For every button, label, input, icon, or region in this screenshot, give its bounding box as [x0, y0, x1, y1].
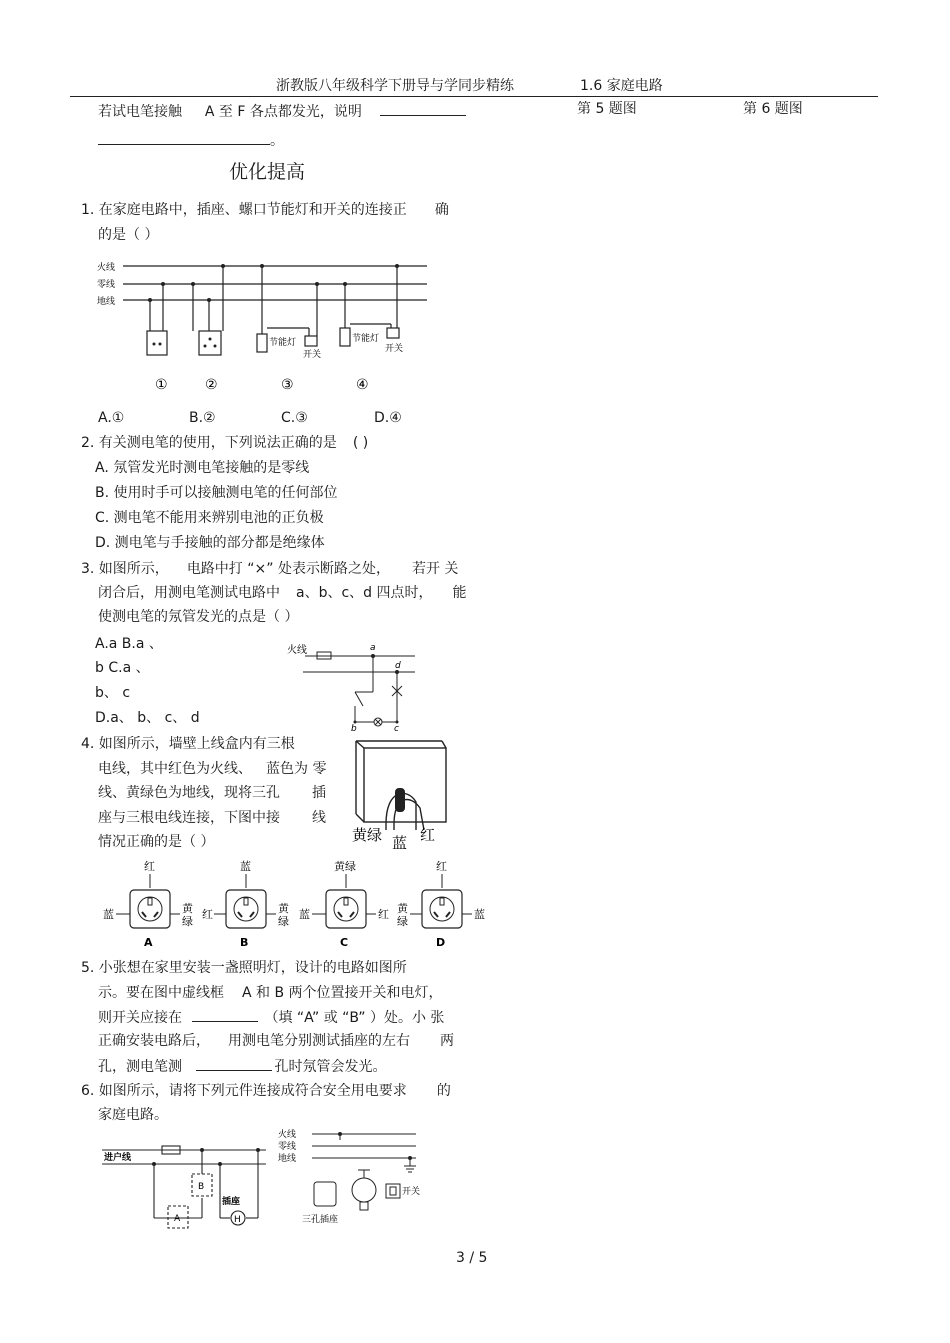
carryover-text-a: 若试电笔接触 [98, 104, 182, 120]
q5-circuit-figure [98, 1138, 268, 1230]
wire-bundle [395, 788, 405, 812]
q1-num1: ① [155, 377, 168, 393]
q5-text: 两 [440, 1033, 454, 1049]
socket-a-right-2: 绿 [182, 915, 193, 928]
header-rule [70, 96, 878, 97]
q4-line4 [98, 808, 326, 828]
q4-sockets-figure [100, 856, 488, 952]
q5-text: （填 “A” 或 “B” ）处。小 张 [264, 1010, 445, 1026]
socket-a-top: 红 [144, 860, 155, 873]
socket-d-right: 蓝 [474, 908, 485, 921]
section-title: 优化提高 [229, 161, 306, 183]
q5-line5 [98, 1056, 386, 1077]
q5-box-a: A [174, 1214, 181, 1224]
q4-text: 插 [312, 785, 326, 801]
q5-text: A 和 B 两个位置接开关和电灯， [242, 985, 443, 1001]
q1-stem-line2: 的是（ ） [98, 227, 159, 243]
q6-circuit-figure [278, 1126, 428, 1230]
q4-line2 [98, 759, 326, 779]
header-section: 1.6 家庭电路 [580, 78, 663, 94]
q4-line5: 情况正确的是（ ） [98, 834, 215, 850]
q4-line3 [98, 783, 326, 803]
answer-blank[interactable] [98, 130, 270, 145]
socket-a-left: 蓝 [103, 908, 114, 921]
q1-ground-label: 地线 [97, 297, 116, 307]
q2-paren: ( ) [352, 435, 369, 451]
q4-text: 线、黄绿色为地线，现将三孔 [98, 785, 280, 801]
q3-text: a、b、c、d 四点时， [296, 585, 433, 601]
q3-text: 闭合后，用测电笔测试电路中 [98, 585, 280, 601]
q1-wiring-figure [95, 256, 435, 396]
socket-c [299, 859, 389, 949]
q3-point-d: d [395, 661, 401, 671]
q3-fire-label: 火线 [287, 645, 307, 656]
q6-fire-label: 火线 [278, 1130, 297, 1140]
q5-box-b: B [198, 1182, 205, 1192]
fig5-caption: 第 5 题图 [577, 101, 637, 117]
q4-red-label: 红 [420, 826, 436, 844]
q6-line1 [81, 1081, 451, 1101]
q3-options-3[interactable]: b、 c [95, 685, 131, 701]
q5-text: 用测电笔分别测试插座的左右 [228, 1033, 410, 1049]
q4-yellowgreen-label: 黄绿 [352, 826, 383, 844]
q6-zero-label: 零线 [278, 1142, 297, 1152]
socket-b-right-1: 黄 [278, 902, 289, 915]
q1-lamp3-label: 节能灯 [269, 338, 297, 348]
socket-a [103, 860, 194, 949]
q1-text-end: 确 [434, 202, 449, 218]
socket-b-right-2: 绿 [278, 915, 289, 928]
socket-b-top: 蓝 [240, 860, 251, 873]
q5-line1: 5. 小张想在家里安装一盏照明灯，设计的电路如图所 [81, 960, 407, 976]
socket-d-left-2: 绿 [397, 915, 408, 928]
q5-text: 则开关应接在 [98, 1010, 182, 1026]
q6-text: 6. 如图所示，请将下列元件连接成符合安全用电要求 [81, 1083, 407, 1099]
q6-switch-label: 开关 [402, 1187, 421, 1197]
socket-a-right-1: 黄 [182, 902, 193, 915]
q1-option-c[interactable]: C.③ [281, 410, 308, 426]
q2-option-d[interactable]: D. 测电笔与手接触的部分都是绝缘体 [95, 535, 325, 551]
q3-point-c: c [394, 724, 399, 732]
socket-d-left-1: 黄 [397, 902, 408, 915]
q5-text: 示。要在图中虚线框 [98, 985, 224, 1001]
answer-blank[interactable] [192, 1007, 258, 1022]
q3-point-b: b [351, 724, 357, 732]
socket-c-letter: C [340, 936, 349, 949]
q2-option-a[interactable]: A. 氖管发光时测电笔接触的是零线 [95, 460, 310, 476]
socket-b-left: 红 [202, 908, 213, 921]
q4-text: 蓝色为 零 [266, 761, 327, 777]
q6-socket-label: 三孔插座 [302, 1215, 339, 1225]
q6-text: 的 [436, 1083, 451, 1099]
q4-text: 电线，其中红色为火线、 [98, 761, 252, 777]
socket-c-right: 红 [378, 908, 389, 921]
q3-text: 3. 如图所示， [81, 561, 169, 577]
period: 。 [270, 133, 284, 149]
q5-socket-label: 插座 [222, 1197, 241, 1207]
q5-line4 [98, 1031, 454, 1051]
q1-text: 1. 在家庭电路中，插座、螺口节能灯和开关的连接正 [81, 202, 407, 218]
q3-text: 电路中打 “×” 处表示断路之处， [186, 561, 390, 577]
socket-b [202, 859, 290, 949]
carryover-text-b: A 至 F 各点都发光，说明 [204, 104, 362, 120]
q4-line1: 4. 如图所示，墙壁上线盒内有三根 [81, 736, 295, 752]
socket-c-top: 黄绿 [334, 860, 356, 873]
socket-d [397, 860, 485, 949]
q5-line2 [98, 983, 443, 1003]
q3-options-4[interactable]: D.a、 b、 c、 d [95, 710, 200, 726]
q3-point-a: a [370, 643, 376, 653]
page-number: 3 / 5 [456, 1250, 488, 1266]
q2-option-b[interactable]: B. 使用时手可以接触测电笔的任何部位 [95, 485, 338, 501]
carryover-line2 [98, 130, 284, 151]
q3-options-1[interactable]: A.a B.a 、 [95, 636, 163, 652]
header-title: 浙教版八年级科学下册导与学同步精练 [276, 78, 514, 94]
q3-line2 [98, 583, 467, 603]
q1-num2: ② [205, 377, 218, 393]
socket-d-top: 红 [436, 860, 447, 873]
q5-incoming-label: 进户线 [104, 1153, 132, 1163]
q5-text: 正确安装电路后， [98, 1033, 210, 1049]
answer-blank[interactable] [196, 1056, 272, 1071]
q4-text: 座与三根电线连接，下图中接 [98, 810, 280, 826]
answer-blank[interactable] [380, 101, 466, 116]
q4-text: 线 [312, 810, 326, 826]
q1-fire-label: 火线 [97, 263, 116, 273]
q4-wallbox-figure [350, 738, 450, 850]
socket-c-left: 蓝 [299, 908, 310, 921]
q2-stem [81, 433, 368, 453]
q1-switch4-label: 开关 [385, 344, 404, 354]
q1-option-d[interactable]: D.④ [374, 410, 402, 426]
q3-options-2[interactable]: b C.a 、 [95, 660, 150, 676]
q5-text: 孔，测电笔测 [98, 1059, 182, 1075]
socket-b-letter: B [240, 936, 249, 949]
q2-option-c[interactable]: C. 测电笔不能用来辨别电池的正负极 [95, 510, 324, 526]
q2-text: 2. 有关测电笔的使用，下列说法正确的是 [81, 435, 337, 451]
socket-d-letter: D [436, 936, 446, 949]
q3-text: 若开 关 [411, 561, 459, 577]
q1-zero-label: 零线 [97, 280, 116, 290]
q1-stem-line1 [81, 200, 449, 220]
q1-num3: ③ [281, 377, 294, 393]
q4-blue-label: 蓝 [392, 834, 408, 850]
q1-option-a[interactable]: A.① [98, 410, 125, 426]
q1-option-b[interactable]: B.② [189, 410, 216, 426]
q1-num4: ④ [356, 377, 369, 393]
q3-circuit-figure [285, 640, 425, 732]
fig6-caption: 第 6 题图 [743, 101, 803, 117]
q3-line1 [81, 559, 458, 579]
q6-ground-label: 地线 [278, 1154, 297, 1164]
q5-socket-h: H [234, 1215, 241, 1225]
q3-text: 能 [452, 585, 467, 601]
carryover-line1 [98, 101, 466, 122]
q5-line3 [98, 1007, 444, 1028]
q3-line3: 使测电笔的氖管发光的点是（ ） [98, 609, 299, 625]
q6-line2: 家庭电路。 [98, 1107, 168, 1123]
q5-text: 孔时氖管会发光。 [274, 1059, 387, 1075]
q1-lamp4-label: 节能灯 [352, 334, 380, 344]
q1-switch3-label: 开关 [303, 350, 322, 360]
socket-a-letter: A [144, 936, 153, 949]
